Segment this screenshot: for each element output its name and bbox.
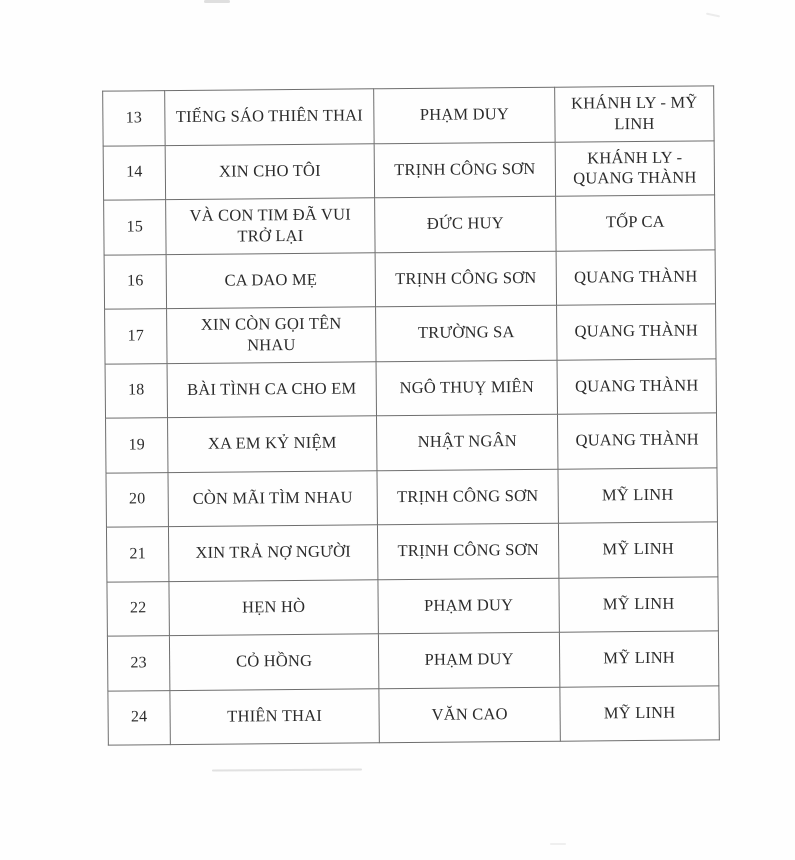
table-row xyxy=(107,576,718,636)
cell-performer: MỸ LINH xyxy=(558,522,717,578)
cell-composer: PHẠM DUY xyxy=(378,632,559,688)
cell-performer: KHÁNH LY - MỸ LINH xyxy=(555,86,714,142)
cell-title: XA EM KỶ NIỆM xyxy=(168,416,377,472)
cell-performer: MỸ LINH xyxy=(558,467,717,523)
cell-performer: QUANG THÀNH xyxy=(556,249,715,305)
cell-performer: MỸ LINH xyxy=(559,631,718,687)
cell-number: 15 xyxy=(104,200,166,255)
table-row xyxy=(104,249,715,309)
table-row xyxy=(105,304,716,364)
cell-performer: QUANG THÀNH xyxy=(557,358,716,414)
scan-artifact xyxy=(204,0,230,3)
cell-composer: PHẠM DUY xyxy=(374,87,555,143)
song-table xyxy=(102,85,720,745)
cell-title: HẸN HÒ xyxy=(169,579,378,635)
cell-title: TIẾNG SÁO THIÊN THAI xyxy=(165,89,374,145)
cell-performer: KHÁNH LY - QUANG THÀNH xyxy=(555,140,714,196)
cell-title: XIN CHO TÔI xyxy=(165,143,374,199)
cell-title: CÒN MÃI TÌM NHAU xyxy=(168,470,377,526)
cell-performer: MỸ LINH xyxy=(560,685,719,741)
cell-performer: QUANG THÀNH xyxy=(557,413,716,469)
cell-number: 13 xyxy=(103,91,165,146)
cell-number: 22 xyxy=(107,581,169,636)
cell-title: XIN TRẢ NỢ NGƯỜI xyxy=(168,525,377,581)
cell-number: 17 xyxy=(105,309,167,364)
cell-title: XIN CÒN GỌI TÊN NHAU xyxy=(167,307,376,363)
table-row xyxy=(108,685,719,745)
table-row xyxy=(103,86,714,146)
cell-number: 14 xyxy=(103,145,165,200)
cell-title: BÀI TÌNH CA CHO EM xyxy=(167,361,376,417)
cell-composer: PHẠM DUY xyxy=(378,578,559,634)
cell-composer: TRỊNH CÔNG SƠN xyxy=(377,523,558,579)
table-row xyxy=(103,140,714,200)
table-row xyxy=(106,467,717,527)
cell-composer: TRỊNH CÔNG SƠN xyxy=(375,251,556,307)
cell-composer: NHẬT NGÂN xyxy=(377,414,558,470)
scan-artifact xyxy=(550,843,566,845)
scan-artifact xyxy=(706,13,720,18)
cell-composer: VĂN CAO xyxy=(379,687,560,743)
cell-number: 16 xyxy=(104,254,166,309)
cell-composer: TRỊNH CÔNG SƠN xyxy=(377,469,558,525)
table-row xyxy=(106,413,717,473)
cell-composer: TRỊNH CÔNG SƠN xyxy=(374,142,555,198)
table-row xyxy=(104,195,715,255)
cell-performer: MỸ LINH xyxy=(559,576,718,632)
cell-title: THIÊN THAI xyxy=(170,688,379,744)
cell-title: CA DAO MẸ xyxy=(166,252,375,308)
cell-number: 23 xyxy=(107,636,169,691)
table-row xyxy=(107,631,718,691)
cell-number: 20 xyxy=(106,472,168,527)
table-row xyxy=(105,358,716,418)
cell-composer: NGÔ THUỴ MIÊN xyxy=(376,360,557,416)
cell-number: 24 xyxy=(108,690,170,745)
cell-composer: ĐỨC HUY xyxy=(375,196,556,252)
cell-title: VÀ CON TIM ĐÃ VUI TRỞ LẠI xyxy=(166,198,375,254)
cell-number: 21 xyxy=(106,527,168,582)
cell-performer: QUANG THÀNH xyxy=(557,304,716,360)
cell-number: 19 xyxy=(106,418,168,473)
cell-title: CỎ HỒNG xyxy=(169,634,378,690)
scan-artifact xyxy=(212,768,362,771)
cell-performer: TỐP CA xyxy=(556,195,715,251)
cell-composer: TRƯỜNG SA xyxy=(376,305,557,361)
table-row xyxy=(106,522,717,582)
cell-number: 18 xyxy=(105,363,167,418)
song-table-body xyxy=(103,86,720,745)
